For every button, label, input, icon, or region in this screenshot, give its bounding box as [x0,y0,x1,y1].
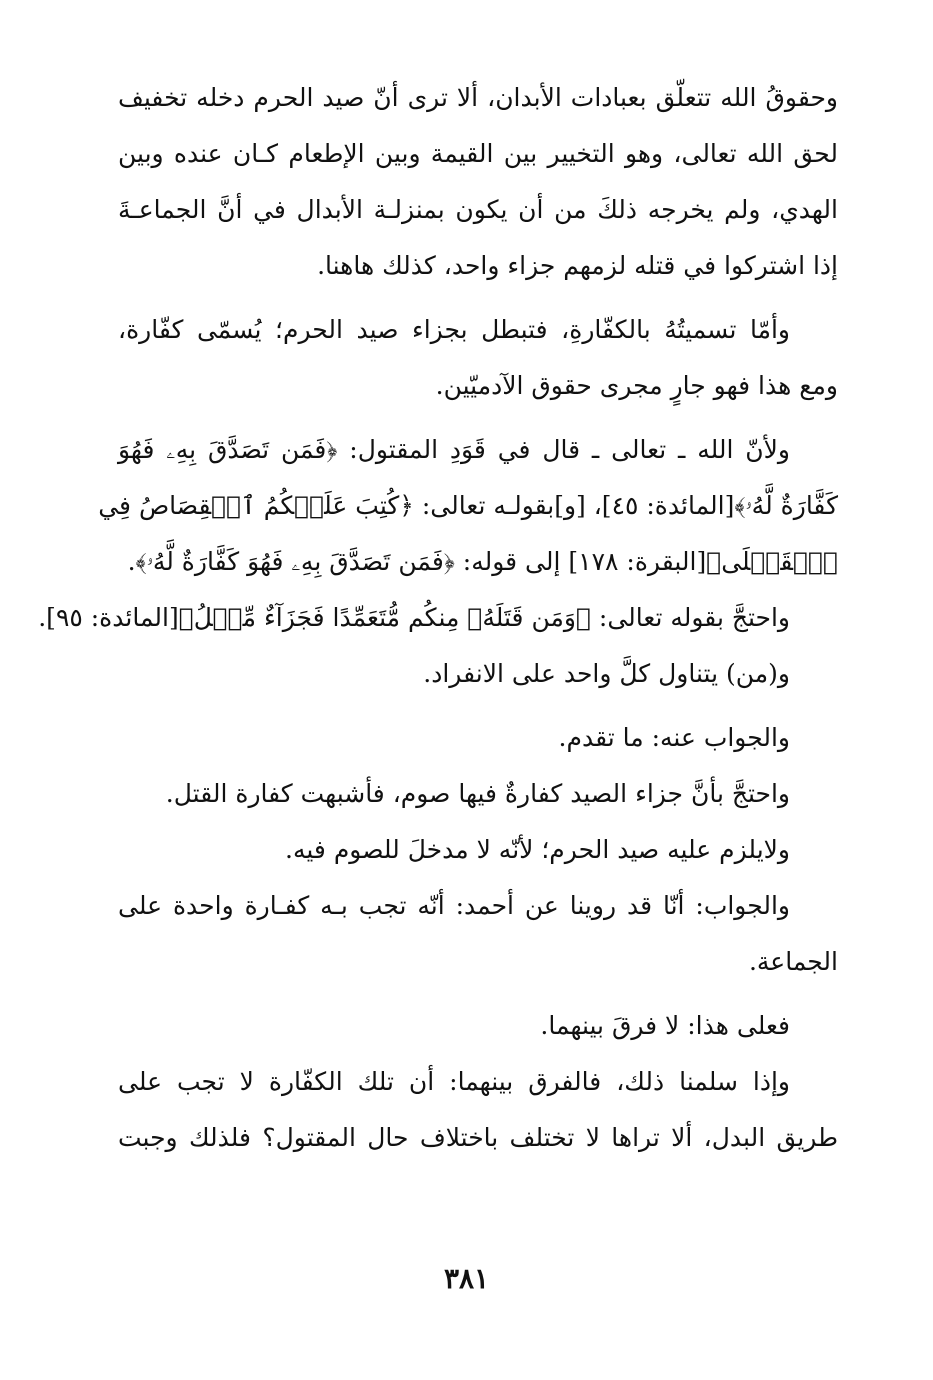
text-line: ومع هذا فهو جارٍ مجرى حقوق الآدميّين. [435,371,838,400]
text-line: ٱلۡقَتۡلَى﴾[البقرة: ١٧٨] إلى قوله: ﴿فَمَن تَصَدَّقَ بِهِۦ فَهُوَ كَفَّارَةٌ لَّهُۥ﴾. [127,547,838,576]
page-number: ٣٨١ [443,1262,490,1295]
text-line: ولأنّ الله ـ تعالى ـ قال في قَوَدِ المقتول: ﴿فَمَن تَصَدَّقَ بِهِۦ فَهُوَ [118,435,790,464]
text-line: فعلى هذا: لا فرقَ بينهما. [540,1011,790,1040]
text-line: إذا اشتركوا في قتله لزمهم جزاء واحد، كذلك هاهنا. [317,251,838,280]
text-line: كَفَّارَةٌ لَّهُۥ﴾[المائدة: ٤٥]، [و]بقولـه تعالى: ﴿كُتِبَ عَلَيۡكُمُ ٱلۡقِصَاصُ فِي [98,491,838,520]
text-line: وحقوقُ الله تتعلّق بعبادات الأبدان، ألا ترى أنّ صيد الحرم دخله تخفيف [118,83,838,112]
text-line: والجواب عنه: ما تقدم. [558,723,790,752]
page-text [38,70,838,1166]
text-line: و(من) يتناول كلَّ واحد على الانفراد. [423,659,790,688]
text-line: طريق البدل، ألا تراها لا تختلف باختلاف حال المقتول؟ فلذلك وجبت [118,1123,838,1152]
text-line: وأمّا تسميتُهُ بالكفّارةِ، فتبطل بجزاء صيد الحرم؛ يُسمّى كفّارة، [118,315,790,344]
text-line: وإذا سلمنا ذلك، فالفرق بينهما: أن تلك الكفّارة لا تجب على [118,1067,790,1096]
text-line: الهدي، ولم يخرجه ذلكَ من أن يكون بمنزلـة الأبدال في أنَّ الجماعـةَ [118,195,838,224]
text-line: والجواب: أنّا قد روينا عن أحمد: أنّه تجب بـه كفـارة واحدة على [118,891,790,920]
text-line: واحتجَّ بأنَّ جزاء الصيد كفارةٌ فيها صوم، فأشبهت كفارة القتل. [165,779,790,808]
text-line: واحتجَّ بقوله تعالى: ﴿وَمَن قَتَلَهُۥ مِنكُم مُّتَعَمِّدًا فَجَزَآءٌ مِّثۡلُ﴾[المائدة: ٩٥]. [38,603,790,632]
text-line: الجماعة. [748,947,838,976]
text-line: ولايلزم عليه صيد الحرم؛ لأنّه لا مدخلَ للصوم فيه. [285,835,790,864]
text-line: لحق الله تعالى، وهو التخيير بين القيمة وبين الإطعام كـان عنده وبين [118,139,838,168]
